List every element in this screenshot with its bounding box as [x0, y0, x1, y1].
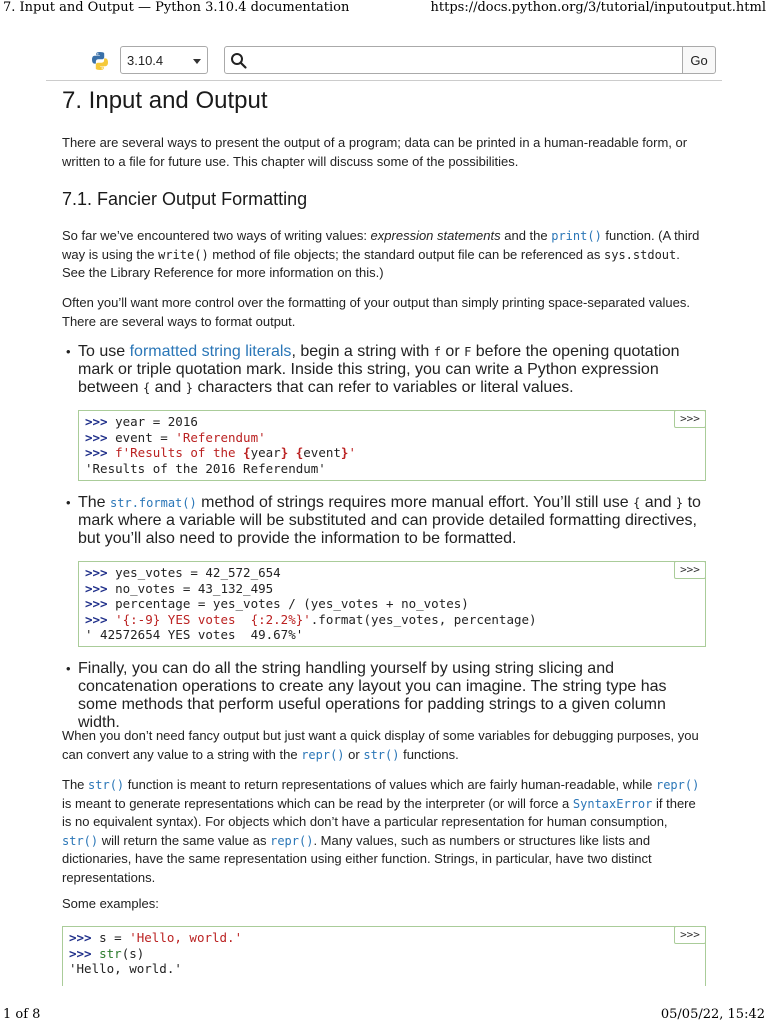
intro-paragraph: There are several ways to present the output of a program; data can be printed in a human-readable form, or written to a file for future use. This chapter will discuss some of the possibilities. — [62, 135, 688, 169]
str-format-link[interactable]: str.format() — [110, 496, 197, 510]
code-block-fstring[interactable]: >>> >>> year = 2016 >>> event = 'Referendum' >>> f'Results of the {year} {event}' 'Results of the 2016 Referendum' — [78, 410, 706, 481]
formatted-string-literals-link[interactable]: formatted string literals — [129, 343, 292, 360]
print-title: 7. Input and Output — Python 3.10.4 documentation — [3, 0, 350, 15]
format-options-list — [62, 343, 706, 397]
chevron-down-icon — [193, 59, 201, 64]
search-icon — [230, 52, 248, 70]
copy-prompt-toggle-button[interactable]: >>> — [674, 926, 706, 944]
page-number: 1 of 8 — [3, 1007, 41, 1022]
page-title: 7. Input and Output — [62, 87, 268, 114]
debug-paragraph: When you don’t need fancy output but just want a quick display of some variables for debugging purposes, you can convert any value to a string with the repr() or str() functions. — [62, 728, 699, 762]
search-input[interactable] — [224, 46, 684, 74]
copy-prompt-toggle-button[interactable]: >>> — [674, 410, 706, 428]
output-ways-paragraph: So far we’ve encountered two ways of writing values: expression statements and the print() function. (A third way is using the write() method of file objects; the standard output file can be referenced as sys.stdout. See the Library Reference for more information on this.) — [62, 228, 700, 280]
repr-link[interactable]: repr() — [270, 833, 314, 848]
print-footer — [0, 1006, 768, 1024]
python-logo-icon[interactable] — [90, 51, 110, 71]
str-link[interactable]: str() — [62, 833, 99, 848]
section-title: 7.1. Fancier Output Formatting — [62, 189, 308, 209]
print-header — [0, 0, 768, 18]
format-options-list-2 — [62, 494, 706, 548]
list-item: • To use formatted string literals, begin a string with f or F before the opening quotation mark or triple quotation mark. Inside this string, you can write a Python expression between { and } characters that can refer to variables or literal values. — [62, 343, 706, 397]
repr-link[interactable]: repr() — [655, 778, 700, 792]
format-options-list-3 — [62, 660, 706, 732]
syntaxerror-link[interactable]: SyntaxError — [572, 796, 653, 811]
print-function-link[interactable]: print() — [551, 229, 602, 243]
examples-label: Some examples: — [62, 896, 159, 911]
print-url: https://docs.python.org/3/tutorial/inputoutput.html — [430, 0, 766, 15]
version-select-value: 3.10.4 — [127, 53, 164, 68]
version-select[interactable] — [120, 46, 208, 74]
list-item: • Finally, you can do all the string handling yourself by using string slicing and concatenation operations to create any layout you can imagine. The string type has some methods that perform useful operations for padding strings to a given column width. — [62, 660, 706, 732]
str-repr-paragraph: The str() function is meant to return representations of values which are fairly human-readable, while repr() is meant to generate representations which can be read by the interpreter (or will force a SyntaxError if there is no equivalent syntax). For objects which don’t have a particular representation for human consumption, str() will return the same value as repr(). Many values, such as numbers or structures like lists and dictionaries, have the same representation using either function. Strings, in particular, have two distinct representations. — [62, 777, 700, 885]
str-link[interactable]: str() — [363, 747, 400, 762]
str-link[interactable]: str() — [88, 778, 125, 792]
docs-topbar — [46, 46, 722, 81]
search-go-button[interactable]: Go — [682, 46, 716, 74]
repr-link[interactable]: repr() — [301, 747, 345, 762]
copy-prompt-toggle-button[interactable]: >>> — [674, 561, 706, 579]
list-item: • The str.format() method of strings requires more manual effort. You’ll still use { and } to mark where a variable will be substituted and can provide detailed formatting directives, but you’ll also need to provide the information to be formatted. — [62, 494, 706, 548]
control-paragraph: Often you’ll want more control over the formatting of your output than simply printing space-separated values. There are several ways to format output. — [62, 295, 690, 329]
code-block-str-examples[interactable]: >>> >>> s = 'Hello, world.' >>> str(s) 'Hello, world.' — [62, 926, 706, 986]
print-datetime: 05/05/22, 15:42 — [660, 1007, 765, 1022]
code-block-str-format[interactable]: >>> >>> yes_votes = 42_572_654 >>> no_votes = 43_132_495 >>> percentage = yes_votes / (yes_votes + no_votes) >>> '{:-9} YES votes {:2.2%}'.format(yes_votes, percentage) ' 42572654 YES votes 49.67%' — [78, 561, 706, 647]
